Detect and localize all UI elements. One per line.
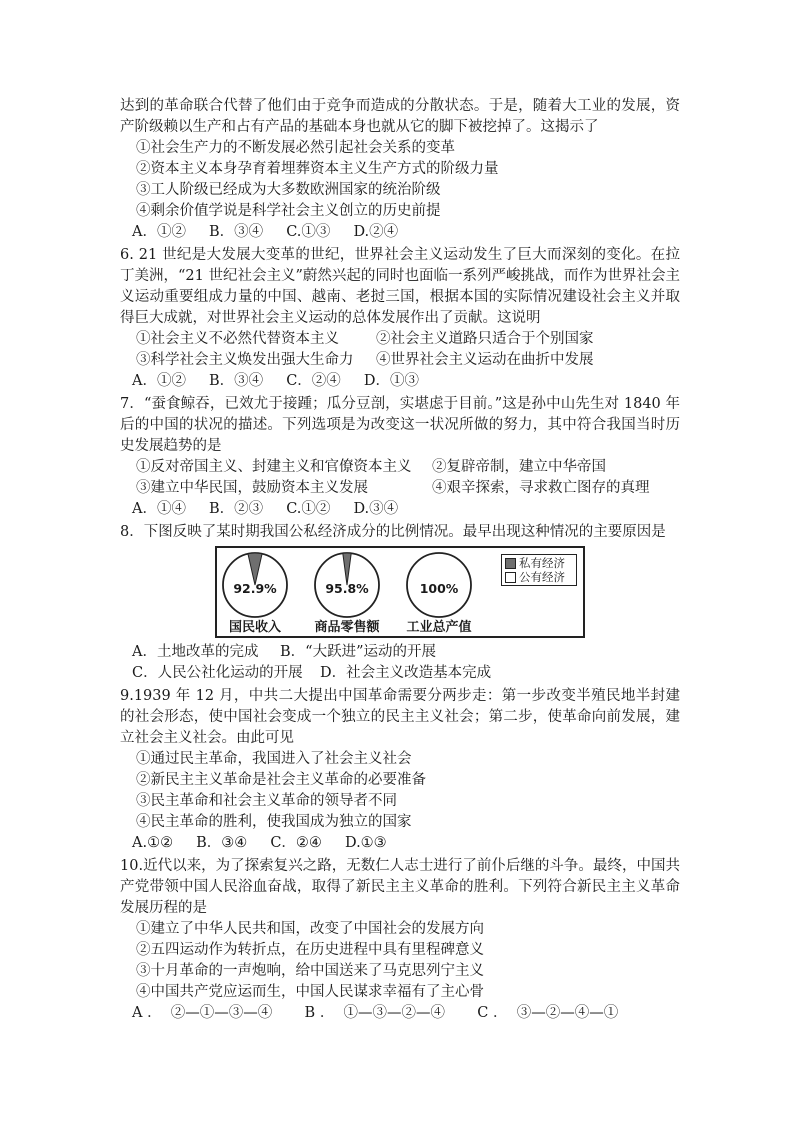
- q8-option-a: A．土地改革的完成: [132, 644, 259, 660]
- q8-options-row-2: [120, 663, 680, 684]
- q9-option-1: ①通过民主革命，我国进入了社会主义社会: [136, 751, 412, 767]
- q7-option-2: ②复辟帝制，建立中华帝国: [432, 459, 606, 475]
- q6-options-row-2: [120, 350, 680, 371]
- pie-retail-sales-value-label: 95.8%: [325, 581, 369, 596]
- q5-stem: 达到的革命联合代替了他们由于竞争而造成的分散状态。于是，随着大工业的发展，资产阶级赖以生产和占有产品的基础本身也就从它的脚下被挖掉了。这揭示了: [120, 98, 680, 135]
- q7-answers: A．①④ B．②③ C.①② D.③④: [132, 501, 399, 517]
- q10-option-1: ①建立了中华人民共和国，改变了中国社会的发展方向: [136, 921, 484, 937]
- legend-item-private: [505, 556, 573, 570]
- q9-option-4: ④民主革命的胜利，使我国成为独立的国家: [136, 814, 412, 830]
- q7-option-1: ①反对帝国主义、封建主义和官僚资本主义: [136, 459, 412, 475]
- q10-option-2: ②五四运动作为转折点，在历史进程中具有里程碑意义: [136, 942, 484, 958]
- pie-caption-industrial-output: 工业总产值: [406, 620, 472, 635]
- exam-content: [120, 96, 680, 1024]
- q8-option-b: B．“大跃进”运动的开展: [280, 644, 436, 660]
- q8-options-row-1: [120, 642, 680, 663]
- q7-options-row-1: [120, 457, 680, 478]
- q6-answers: A．①② B．③④ C．②④ D．①③: [132, 373, 419, 389]
- q5-option-3: ③工人阶级已经成为大多数欧洲国家的统治阶级: [136, 182, 441, 198]
- q5-option-4: ④剩余价值学说是科学社会主义创立的历史前提: [136, 203, 441, 219]
- q6-options-row-1: [120, 329, 680, 350]
- q9-option-2: ②新民主主义革命是社会主义革命的必要准备: [136, 772, 426, 788]
- economy-pie-chart: [215, 546, 585, 638]
- pie-industrial-output-value-label: 100%: [419, 581, 459, 596]
- chart-legend: [501, 554, 577, 586]
- pie-caption-national-income: 国民收入: [228, 620, 281, 635]
- q7-options-row-2: [120, 478, 680, 499]
- q10-option-4: ④中国共产党应运而生，中国人民谋求幸福有了主心骨: [136, 984, 484, 1000]
- q5-answers: A．①② B．③④ C.①③ D.②④: [132, 224, 399, 240]
- q10-answers: A ． ②—①—③—④ B ． ①—③—②—④ C ． ③—②—④—①: [132, 1005, 619, 1021]
- legend-swatch-public: [505, 572, 516, 583]
- q10-option-3: ③十月革命的一声炮响，给中国送来了马克思列宁主义: [136, 963, 484, 979]
- q8-option-d: D．社会主义改造基本完成: [320, 665, 492, 681]
- q7-option-4: ④艰辛探索，寻求救亡图存的真理: [432, 480, 650, 496]
- q5-option-1: ①社会生产力的不断发展必然引起社会关系的变革: [136, 140, 455, 156]
- q7-option-3: ③建立中华民国，鼓励资本主义发展: [136, 480, 368, 496]
- q6-option-2: ②社会主义道路只适合于个别国家: [376, 331, 594, 347]
- q10-stem: 10.近代以来，为了探索复兴之路，无数仁人志士进行了前仆后继的斗争。最终，中国共产党带领中国人民浴血奋战，取得了新民主主义革命的胜利。下列符合新民主主义革命发展历程的是: [120, 858, 680, 916]
- q7-stem: 7．“蚕食鲸吞，已效尤于接踵；瓜分豆剖，实堪虑于目前。”这是孙中山先生对 1840 年后的中国的状况的描述。下列选项是为改变这一状况所做的努力，其中符合我国当时历史发展趋势的是: [120, 396, 680, 454]
- pie-caption-retail-sales: 商品零售额: [314, 620, 380, 635]
- q8-option-c: C．人民公社化运动的开展: [132, 665, 303, 681]
- q6-option-3: ③科学社会主义焕发出强大生命力: [136, 352, 354, 368]
- q8-stem: 8．下图反映了某时期我国公私经济成分的比例情况。最早出现这种情况的主要原因是: [120, 524, 666, 540]
- pie-national-income-value-label: 92.9%: [233, 581, 277, 596]
- legend-label-public: 公有经济: [519, 570, 565, 584]
- legend-swatch-private: [505, 558, 516, 569]
- legend-item-public: [505, 570, 573, 584]
- legend-label-private: 私有经济: [519, 556, 565, 570]
- q6-stem: 6. 21 世纪是大发展大变革的世纪，世界社会主义运动发生了巨大而深刻的变化。在拉丁美洲，“21 世纪社会主义”蔚然兴起的同时也面临一系列严峻挑战，而作为世界社会主义运动重要组成力量的中国、越南、老挝三国，根据本国的实际情况建设社会主义并取得巨大成就，对世界社会主义运动的总体发展作出了贡献。这说明: [120, 247, 680, 326]
- q5-option-2: ②资本主义本身孕育着埋葬资本主义生产方式的阶级力量: [136, 161, 499, 177]
- q6-option-4: ④世界社会主义运动在曲折中发展: [376, 352, 594, 368]
- q9-option-3: ③民主革命和社会主义革命的领导者不同: [136, 793, 397, 809]
- q9-answers: A.①② B．③④ C．②④ D.①③: [132, 835, 387, 851]
- q9-stem: 9.1939 年 12 月，中共二大提出中国革命需要分两步走：第一步改变半殖民地半封建的社会形态，使中国社会变成一个独立的民主主义社会；第二步，使革命向前发展，建立社会主义社会。由此可见: [120, 688, 680, 746]
- q6-option-1: ①社会主义不必然代替资本主义: [136, 331, 339, 347]
